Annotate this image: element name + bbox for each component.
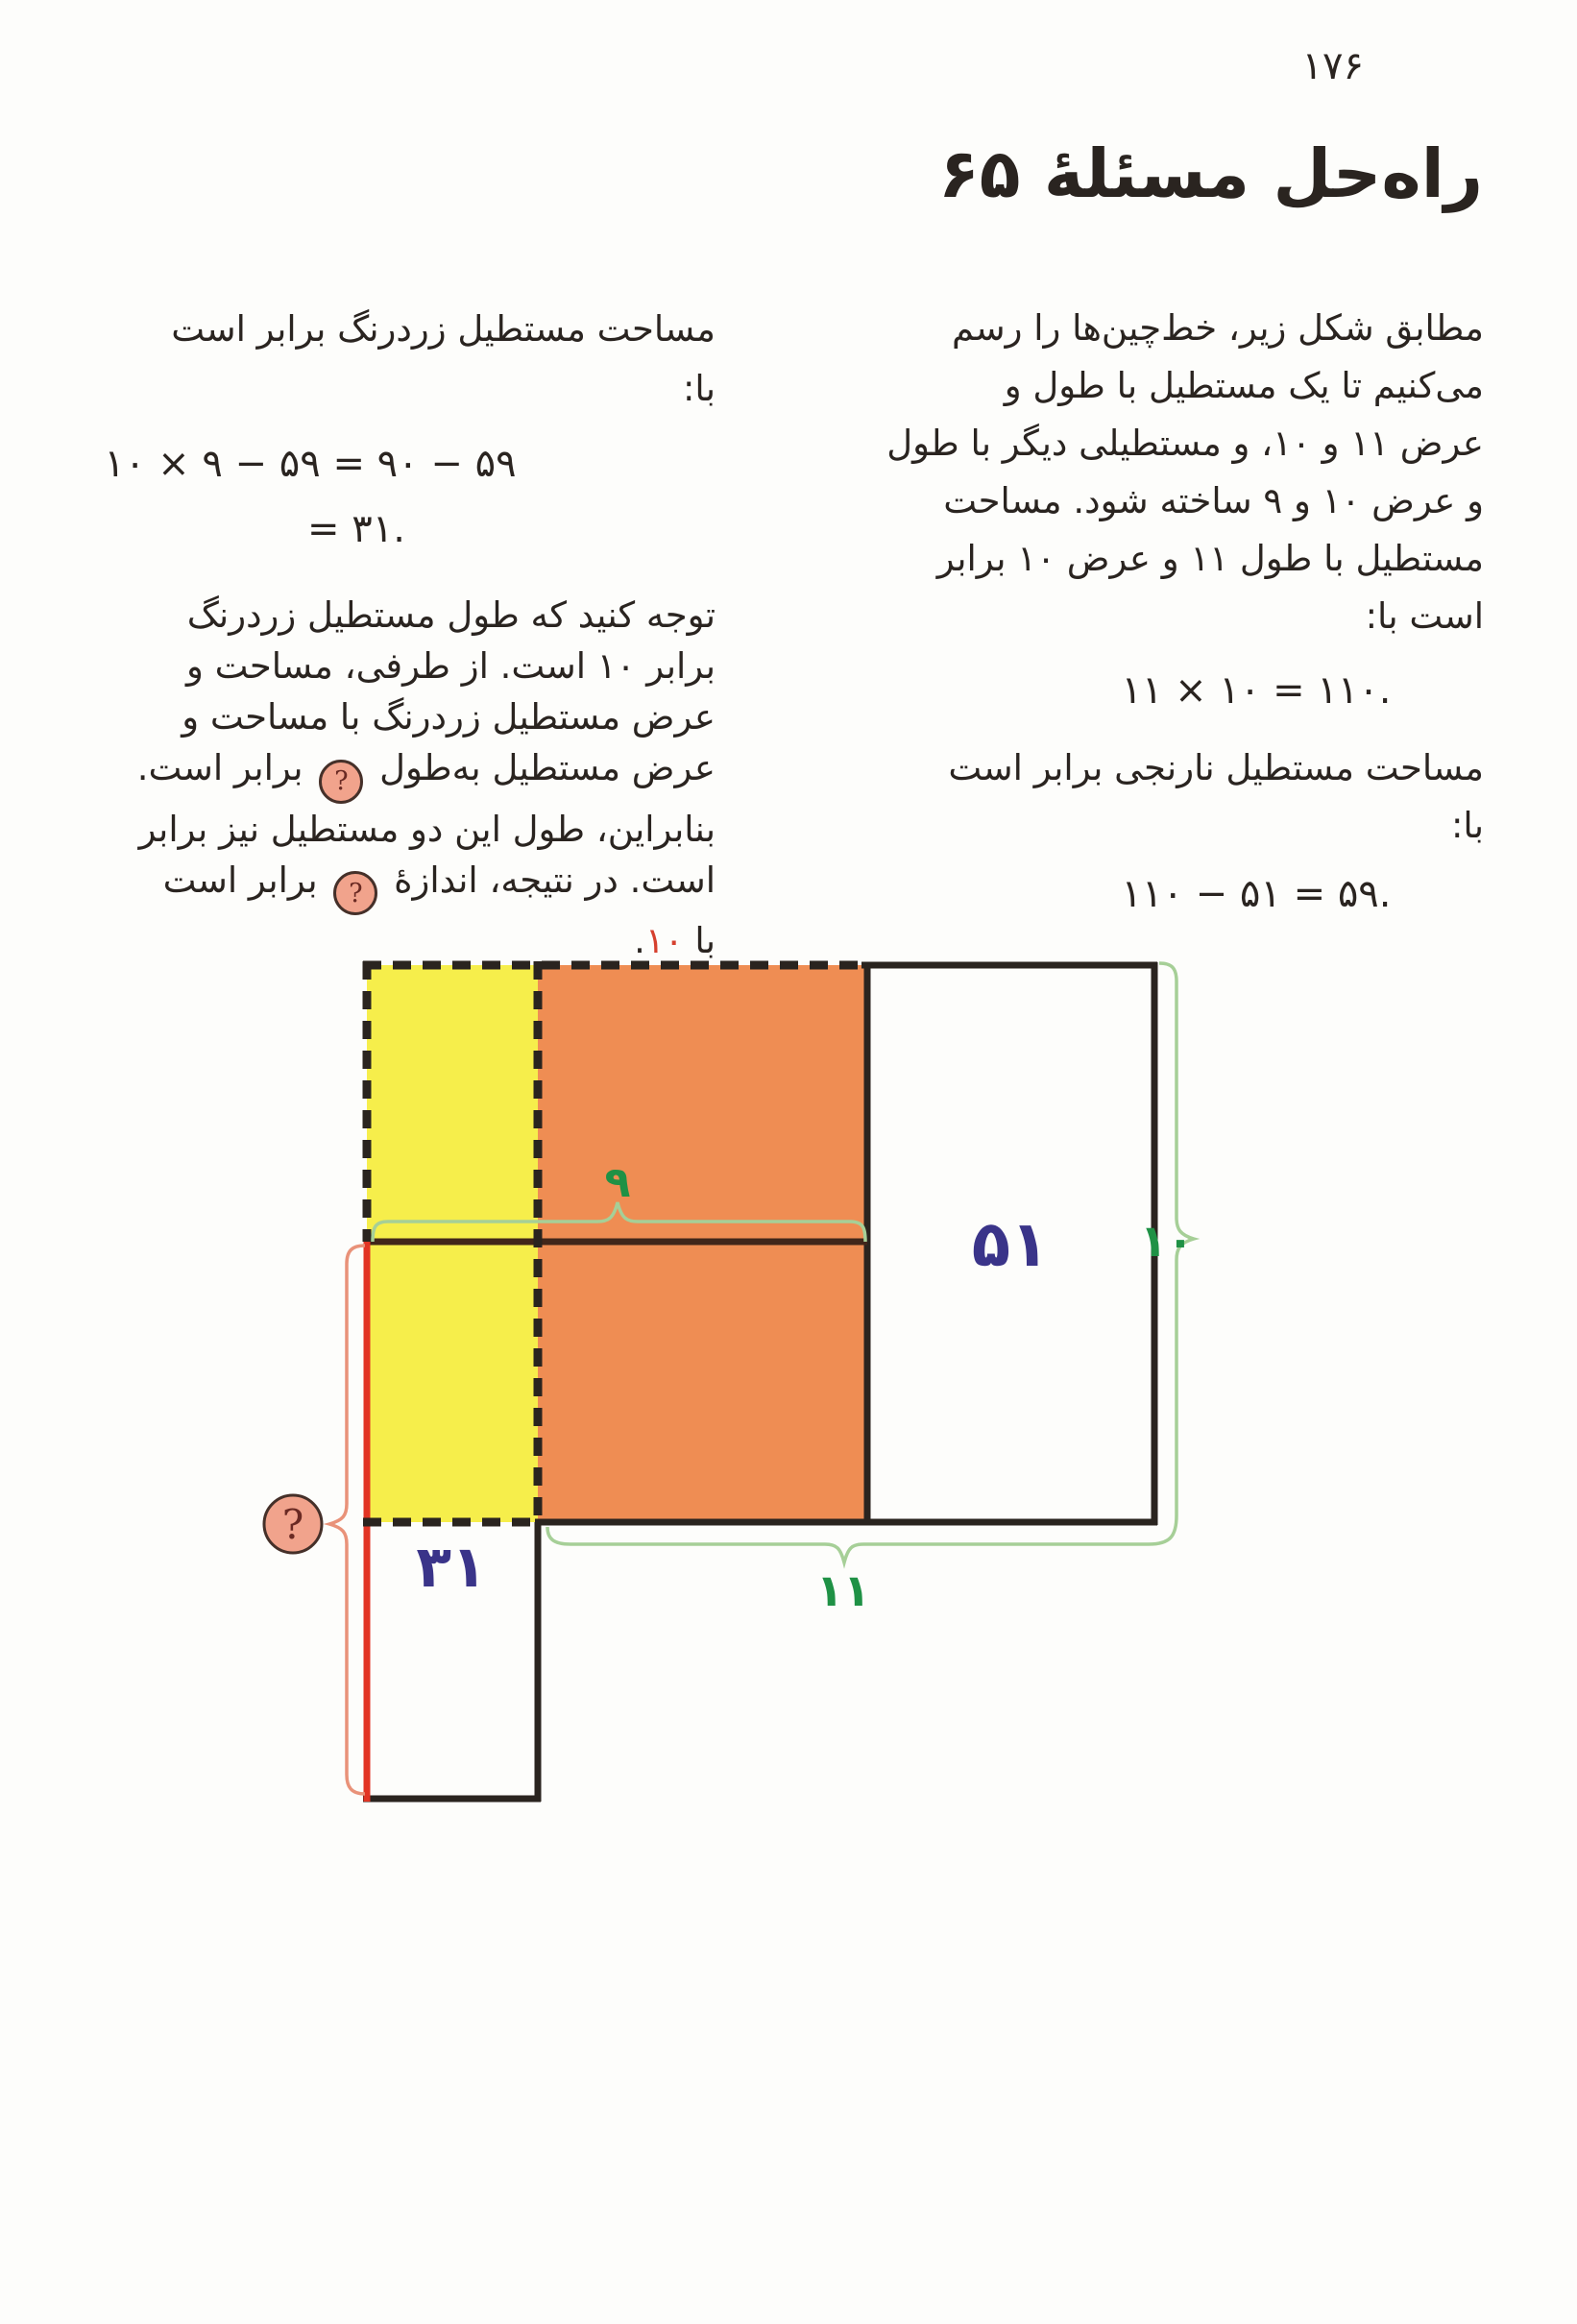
highlighted-number: ۱۰: [644, 920, 684, 961]
paragraph-orange-area: [773, 739, 1484, 855]
question-mark-glyph: ?: [281, 1501, 304, 1548]
figure-overlapping-rectangles: [240, 936, 1364, 1825]
text-line: عرض مستطیل زردرنگ با مساحت و: [182, 696, 716, 738]
text-line: مستطیل با طول ۱۱ و عرض ۱۰ برابر: [936, 538, 1484, 579]
label-width-11: ۱۱: [815, 1564, 871, 1616]
question-circle-inline: ?: [319, 760, 363, 804]
equation-110: ۱۱ × ۱۰ = ۱۱۰.: [1121, 668, 1392, 713]
text-line: عرض مستطیل به‌طول ? برابر است.: [72, 742, 716, 804]
paragraph-conclusion: [72, 590, 716, 966]
question-circle-inline: ?: [333, 871, 377, 915]
text-line: است با:: [1365, 595, 1484, 637]
page-number: ۱۷۶: [1301, 44, 1364, 88]
text-line: است. در نتیجه، اندازهٔ ? برابر است: [72, 855, 716, 916]
label-area-51: ۵۱: [971, 1207, 1050, 1281]
text-line: عرض ۱۱ و ۱۰، و مستطیلی دیگر با طول: [886, 423, 1484, 464]
label-width-9: ۹: [604, 1158, 631, 1207]
page-title: راه‌حل مسئلهٔ ۶۵: [938, 134, 1483, 213]
text-line: مطابق شکل زیر، خط‌چین‌ها را رسم: [951, 307, 1484, 349]
text-line: با:: [682, 368, 716, 409]
text-line: مساحت مستطیل زردرنگ برابر است: [171, 308, 716, 350]
text-line: با ۱۰.: [634, 920, 716, 961]
equation-31-line2: = ۳۱.: [307, 507, 405, 551]
paragraph-intro: [773, 300, 1484, 645]
text-line: بنابراین، طول این دو مستطیل نیز برابر: [138, 808, 716, 850]
brace-unknown: [329, 1246, 365, 1794]
text-line: توجه کنید که طول مستطیل زردرنگ: [186, 594, 716, 636]
column-left: [72, 300, 716, 966]
label-area-31: ۳۱: [416, 1534, 487, 1601]
text-line: می‌کنیم تا یک مستطیل با طول و: [1004, 365, 1484, 406]
text-line: با:: [1450, 805, 1484, 846]
equation-59: ۱۱۰ − ۵۱ = ۵۹.: [1121, 872, 1392, 916]
text-line: و عرض ۱۰ و ۹ ساخته شود. مساحت: [943, 480, 1484, 521]
text-line: مساحت مستطیل نارنجی برابر است: [948, 747, 1484, 788]
text-line: برابر ۱۰ است. از طرفی، مساحت و: [185, 645, 716, 687]
equation-31-line1: ۱۰ × ۹ − ۵۹ = ۹۰ − ۵۹: [104, 442, 517, 486]
label-height-10: ۱۰: [1139, 1215, 1194, 1267]
column-right: [773, 300, 1484, 943]
paragraph-yellow-area: [72, 300, 716, 419]
